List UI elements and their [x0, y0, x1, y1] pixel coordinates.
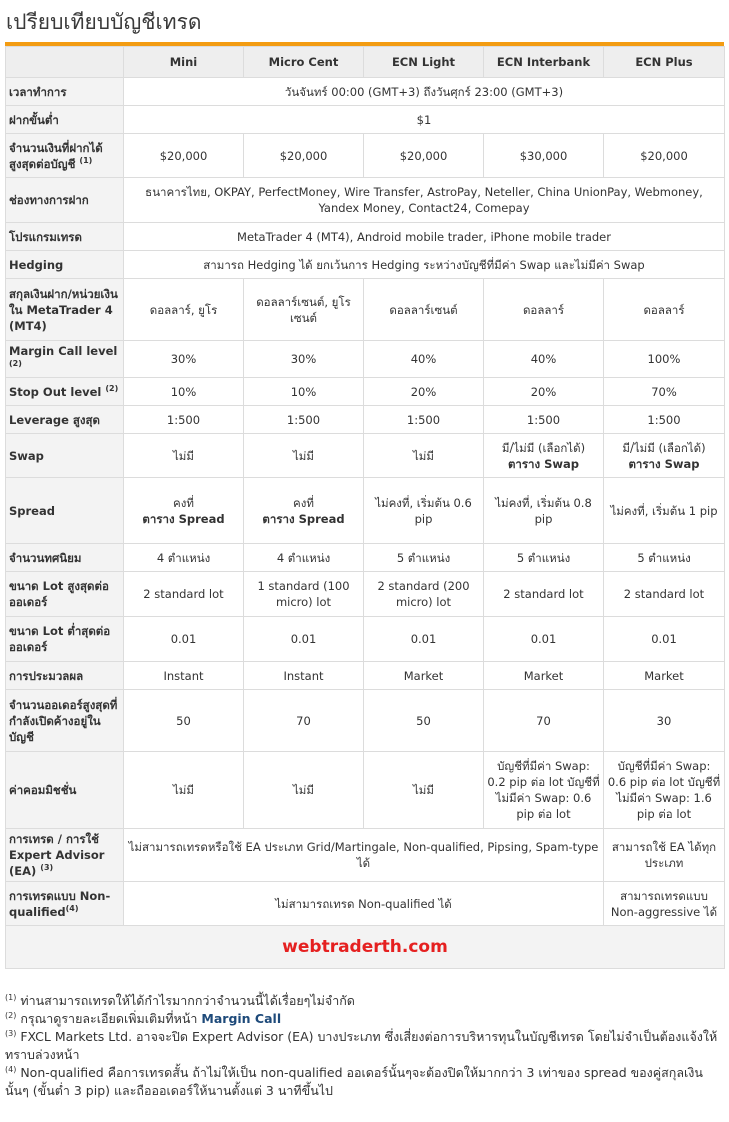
- cell-value: 5 ตำแหน่ง: [484, 544, 604, 572]
- cell-value: 50: [364, 690, 484, 752]
- cell-value: 2 standard lot: [124, 572, 244, 617]
- brand-logo-text[interactable]: webtraderth.com: [282, 936, 448, 957]
- cell-value: $20,000: [244, 134, 364, 178]
- table-row: [6, 279, 725, 341]
- cell-value: 40%: [484, 341, 604, 378]
- cell-value: 70: [244, 690, 364, 752]
- footnote-text: ท่านสามารถเทรดให้ได้กำไรมากกว่าจำนวนนี้ได้เรื่อยๆไม่จำกัด: [20, 993, 355, 1008]
- cell-value: 0.01: [244, 617, 364, 662]
- footnotes: [5, 992, 724, 1100]
- cell-value: 5 ตำแหน่ง: [604, 544, 725, 572]
- header-empty: [6, 47, 124, 78]
- table-row: [6, 134, 725, 178]
- swap-option-text: มี/ไม่มี (เลือกได้): [622, 440, 706, 455]
- row-label-text: จำนวนเงินที่ฝากได้สูงสุดต่อบัญชี: [9, 140, 103, 171]
- footnote-mark: (2): [105, 383, 119, 393]
- row-label-leverage: Leverage สูงสุด: [6, 406, 124, 434]
- footnote-mark: (1): [5, 992, 17, 1002]
- cell-value: 5 ตำแหน่ง: [364, 544, 484, 572]
- spread-table-link[interactable]: ตาราง Spread: [142, 511, 225, 526]
- spread-table-link[interactable]: ตาราง Spread: [262, 511, 345, 526]
- spread-fixed-text: คงที่: [293, 495, 314, 510]
- cell-value: ไม่มี: [364, 434, 484, 478]
- footnote-mark: (4): [65, 903, 79, 913]
- table-row: [6, 690, 725, 752]
- cell-value: 30: [604, 690, 725, 752]
- cell-value: 1:500: [364, 406, 484, 434]
- row-label-margin-call: [6, 341, 124, 378]
- table-row: [6, 478, 725, 544]
- cell-value: ไม่มี: [244, 752, 364, 829]
- footnote-text: FXCL Markets Ltd. อาจจะปิด Expert Advisor (EA) บางประเภท ซึ่งเสี่ยงต่อการบริหารทุนในบัญชีเทรด โดยไม่จำเป็นต้องแจ้งให้ทราบล่วงหน้า: [5, 1029, 718, 1062]
- page-title: เปรียบเทียบบัญชีเทรด: [6, 10, 202, 34]
- cell-value: ไม่มี: [124, 752, 244, 829]
- row-label-execution: การประมวลผล: [6, 662, 124, 690]
- cell-value: [124, 478, 244, 544]
- cell-value: บัญชีที่มีค่า Swap: 0.6 pip ต่อ lot บัญชีที่ไม่มีค่า Swap: 1.6 pip ต่อ lot: [604, 752, 725, 829]
- cell-value: 100%: [604, 341, 725, 378]
- cell-value: 4 ตำแหน่ง: [244, 544, 364, 572]
- cell-value: [244, 478, 364, 544]
- cell-value: 2 standard lot: [484, 572, 604, 617]
- swap-table-link[interactable]: ตาราง Swap: [628, 456, 700, 471]
- footnote-3: [5, 1028, 724, 1064]
- row-label-max-orders: จำนวนออเดอร์สูงสุดที่กำลังเปิดค้างอยู่ในบัญชี: [6, 690, 124, 752]
- row-label-decimals: จำนวนทศนิยม: [6, 544, 124, 572]
- cell-value: ไม่คงที่, เริ่มต้น 0.6 pip: [364, 478, 484, 544]
- column-header-ecn-light: ECN Light: [364, 47, 484, 78]
- deposit-channels-value: ธนาคารไทย, OKPAY, PerfectMoney, Wire Transfer, AstroPay, Neteller, China UnionPay, Webmoney, Yandex Money, Contact24, Comepay: [124, 178, 725, 223]
- cell-value: $20,000: [364, 134, 484, 178]
- cell-value: ดอลลาร์เซนต์, ยูโรเซนต์: [244, 279, 364, 341]
- row-label-swap: Swap: [6, 434, 124, 478]
- footnote-4: [5, 1064, 724, 1100]
- table-row: [6, 662, 725, 690]
- table-row: [6, 572, 725, 617]
- cell-value: 20%: [484, 378, 604, 406]
- cell-value: Instant: [244, 662, 364, 690]
- table-row: [6, 829, 725, 882]
- hedging-value: สามารถ Hedging ได้ ยกเว้นการ Hedging ระหว่างบัญชีที่มีค่า Swap และไม่มีค่า Swap: [124, 251, 725, 279]
- ea-restriction-value: ไม่สามารถเทรดหรือใช้ EA ประเภท Grid/Martingale, Non-qualified, Pipsing, Spam-type ได้: [124, 829, 604, 882]
- row-label-non-qualified: [6, 882, 124, 926]
- table-row: [6, 223, 725, 251]
- swap-table-link[interactable]: ตาราง Swap: [507, 456, 580, 471]
- cell-value: 1:500: [484, 406, 604, 434]
- table-row: [6, 926, 725, 969]
- cell-value: Instant: [124, 662, 244, 690]
- table-row: [6, 378, 725, 406]
- table-row: [6, 178, 725, 223]
- footnote-text: Non-qualified คือการเทรดสั้น ถ้าไม่ให้เป็น non-qualified ออเดอร์นั้นๆจะต้องปิดให้มากกว่า 3 เท่าของ spread ของคู่สกุลเงินนั้นๆ (ขั้นต่ำ 3 pip) และถือออเดอร์ให้นานตั้งแต่ 3 นาทีขึ้นไป: [5, 1065, 703, 1098]
- min-deposit-value: $1: [124, 106, 725, 134]
- cell-value: Market: [364, 662, 484, 690]
- row-label-text: การเทรด / การใช้ Expert Advisor (EA): [9, 832, 105, 878]
- row-label-max-deposit: [6, 134, 124, 178]
- brand-cell: [6, 926, 725, 969]
- row-label-spread: Spread: [6, 478, 124, 544]
- cell-value: ไม่คงที่, เริ่มต้น 0.8 pip: [484, 478, 604, 544]
- row-label-hedging: Hedging: [6, 251, 124, 279]
- row-label-max-lot: ขนาด Lot สูงสุดต่อออเดอร์: [6, 572, 124, 617]
- cell-value: ไม่มี: [364, 752, 484, 829]
- table-row: [6, 434, 725, 478]
- row-label-platform: โปรแกรมเทรด: [6, 223, 124, 251]
- row-label-trading-hours: เวลาทำการ: [6, 78, 124, 106]
- cell-value: 1 standard (100 micro) lot: [244, 572, 364, 617]
- table-row: [6, 341, 725, 378]
- platform-value: MetaTrader 4 (MT4), Android mobile trader, iPhone mobile trader: [124, 223, 725, 251]
- footnote-text: กรุณาดูรายละเอียดเพิ่มเติมที่หน้า: [20, 1011, 202, 1026]
- table-row: [6, 106, 725, 134]
- spread-fixed-text: คงที่: [173, 495, 194, 510]
- table-header-row: [6, 47, 725, 78]
- cell-value: ไม่มี: [244, 434, 364, 478]
- cell-value: $20,000: [124, 134, 244, 178]
- non-qualified-plus-value: สามารถเทรดแบบ Non-aggressive ได้: [604, 882, 725, 926]
- non-qualified-value: ไม่สามารถเทรด Non-qualified ได้: [124, 882, 604, 926]
- cell-value: ไม่มี: [124, 434, 244, 478]
- column-header-mini: Mini: [124, 47, 244, 78]
- column-header-micro-cent: Micro Cent: [244, 47, 364, 78]
- cell-value: 70: [484, 690, 604, 752]
- cell-value: [604, 434, 725, 478]
- cell-value: 40%: [364, 341, 484, 378]
- row-label-text: การเทรดแบบ Non-qualified: [9, 888, 111, 919]
- cell-value: 10%: [124, 378, 244, 406]
- row-label-stop-out: [6, 378, 124, 406]
- cell-value: 0.01: [484, 617, 604, 662]
- footnote-mark: (2): [5, 1010, 17, 1020]
- cell-value: ไม่คงที่, เริ่มต้น 1 pip: [604, 478, 725, 544]
- table-row: [6, 617, 725, 662]
- table-row: [6, 752, 725, 829]
- cell-value: Market: [484, 662, 604, 690]
- swap-option-text: มี/ไม่มี (เลือกได้): [501, 440, 586, 455]
- cell-value: บัญชีที่มีค่า Swap: 0.2 pip ต่อ lot บัญชีที่ไม่มีค่า Swap: 0.6 pip ต่อ lot: [484, 752, 604, 829]
- cell-value: ดอลลาร์: [604, 279, 725, 341]
- cell-value: 50: [124, 690, 244, 752]
- ea-plus-value: สามารถใช้ EA ได้ทุกประเภท: [604, 829, 725, 882]
- footnote-mark: (2): [9, 359, 22, 369]
- cell-value: 20%: [364, 378, 484, 406]
- footnote-2: [5, 1010, 724, 1028]
- cell-value: 0.01: [124, 617, 244, 662]
- margin-call-link[interactable]: Margin Call: [201, 1011, 282, 1026]
- row-label-min-lot: ขนาด Lot ต่ำสุดต่อออเดอร์: [6, 617, 124, 662]
- trading-hours-value: วันจันทร์ 00:00 (GMT+3) ถึงวันศุกร์ 23:00 (GMT+3): [124, 78, 725, 106]
- cell-value: 1:500: [244, 406, 364, 434]
- cell-value: 0.01: [604, 617, 725, 662]
- cell-value: [484, 434, 604, 478]
- row-label-text: Stop Out level: [9, 384, 102, 399]
- table-row: [6, 406, 725, 434]
- cell-value: 70%: [604, 378, 725, 406]
- footnote-mark: (3): [5, 1028, 17, 1038]
- account-comparison-table: [5, 46, 725, 969]
- column-header-ecn-interbank: ECN Interbank: [484, 47, 604, 78]
- cell-value: 10%: [244, 378, 364, 406]
- column-header-ecn-plus: ECN Plus: [604, 47, 725, 78]
- cell-value: ดอลลาร์เซนต์: [364, 279, 484, 341]
- table-row: [6, 882, 725, 926]
- cell-value: 2 standard lot: [604, 572, 725, 617]
- footnote-mark: (3): [40, 863, 54, 873]
- cell-value: Market: [604, 662, 725, 690]
- table-row: [6, 544, 725, 572]
- table-row: [6, 78, 725, 106]
- table-row: [6, 251, 725, 279]
- cell-value: 30%: [124, 341, 244, 378]
- cell-value: 30%: [244, 341, 364, 378]
- cell-value: 1:500: [124, 406, 244, 434]
- cell-value: 0.01: [364, 617, 484, 662]
- cell-value: 2 standard (200 micro) lot: [364, 572, 484, 617]
- cell-value: ดอลลาร์, ยูโร: [124, 279, 244, 341]
- cell-value: $20,000: [604, 134, 725, 178]
- row-label-deposit-channels: ช่องทางการฝาก: [6, 178, 124, 223]
- footnote-1: [5, 992, 724, 1010]
- row-label-text: Margin Call level: [9, 344, 118, 358]
- cell-value: ดอลลาร์: [484, 279, 604, 341]
- footnote-mark: (1): [79, 155, 93, 165]
- cell-value: 1:500: [604, 406, 725, 434]
- row-label-min-deposit: ฝากขั้นต่ำ: [6, 106, 124, 134]
- row-label-currency: สกุลเงินฝาก/หน่วยเงินใน MetaTrader 4 (MT4): [6, 279, 124, 341]
- footnote-mark: (4): [5, 1064, 17, 1074]
- cell-value: 4 ตำแหน่ง: [124, 544, 244, 572]
- row-label-commission: ค่าคอมมิชชั่น: [6, 752, 124, 829]
- row-label-ea: [6, 829, 124, 882]
- cell-value: $30,000: [484, 134, 604, 178]
